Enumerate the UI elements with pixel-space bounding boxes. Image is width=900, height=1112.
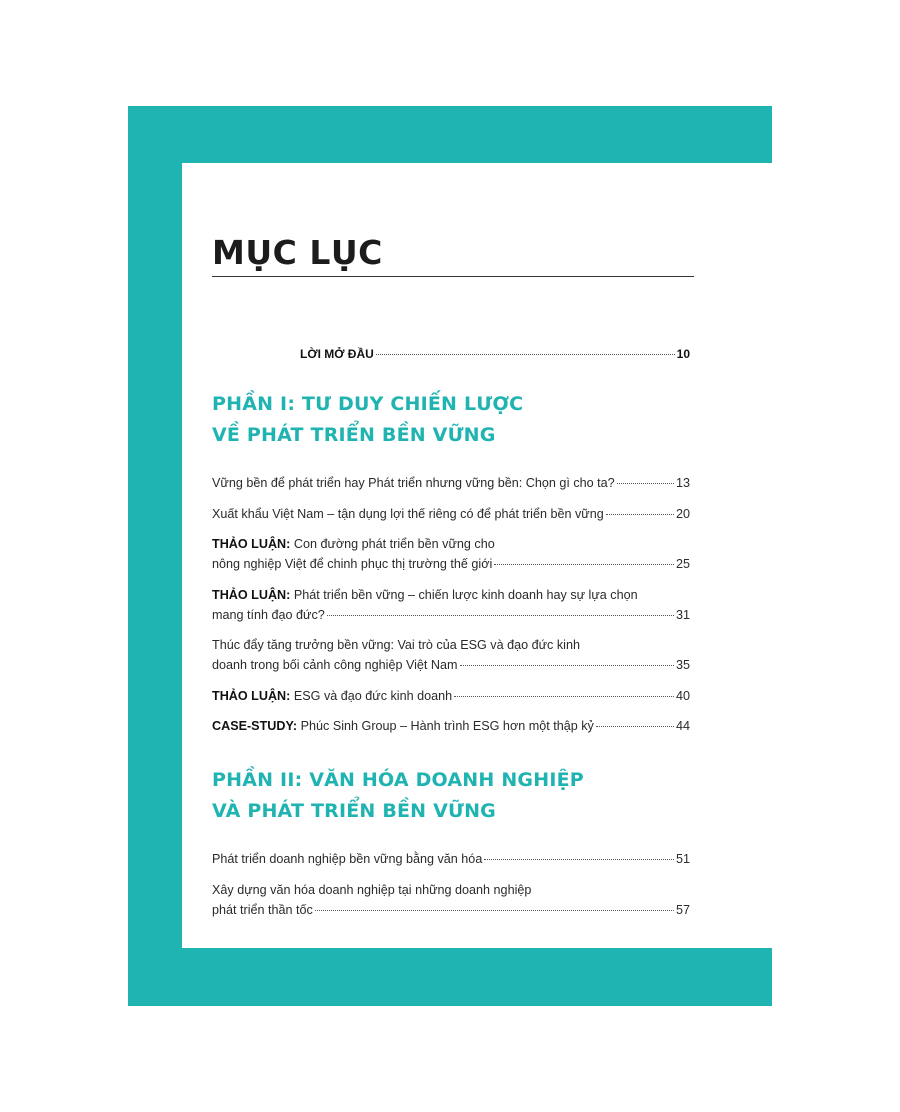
- part-title-line: VÀ PHÁT TRIỂN BỀN VỮNG: [212, 800, 496, 822]
- toc-page: [182, 163, 772, 948]
- dot-leader: [606, 514, 674, 515]
- toc-entry-text: Vững bền để phát triển hay Phát triển nhưng vững bền: Chọn gì cho ta?: [212, 476, 615, 490]
- toc-entry-text: Thúc đẩy tăng trưởng bền vững: Vai trò của ESG và đạo đức kinh: [212, 638, 580, 652]
- toc-entry-preface[interactable]: [300, 344, 690, 364]
- toc-entry-prefix: THẢO LUẬN:: [212, 689, 291, 703]
- toc-entry-text: Phát triển doanh nghiệp bền vững bằng văn hóa: [212, 852, 483, 866]
- dot-leader: [596, 726, 674, 727]
- toc-entry-label: LỜI MỞ ĐẦU: [300, 347, 374, 361]
- dot-leader: [315, 910, 674, 911]
- toc-page-number: 44: [675, 719, 690, 733]
- toc-page-number: 35: [675, 658, 690, 672]
- toc-entry-text: Phát triển bền vững – chiến lược kinh doanh hay sự lựa chọn: [293, 588, 638, 602]
- page-title: MỤC LỤC: [212, 233, 383, 272]
- toc-entry-text: Xuất khẩu Việt Nam – tận dụng lợi thế riêng có để phát triển bền vững: [212, 507, 604, 521]
- toc-entry[interactable]: [212, 635, 690, 675]
- toc-page-number: 51: [675, 852, 690, 866]
- toc-entry[interactable]: [212, 585, 690, 625]
- dot-leader: [484, 859, 674, 860]
- part-title-line: PHẦN I: TƯ DUY CHIẾN LƯỢC: [212, 393, 524, 415]
- toc-entry-text: doanh trong bối cảnh công nghiệp Việt Nam: [212, 658, 458, 672]
- dot-leader: [617, 483, 674, 484]
- part-title-2: [212, 765, 584, 827]
- toc-entry[interactable]: [212, 534, 690, 574]
- part-title-line: PHẦN II: VĂN HÓA DOANH NGHIỆP: [212, 769, 584, 791]
- toc-page-number: 13: [675, 476, 690, 490]
- toc-entry-prefix: THẢO LUẬN:: [212, 588, 291, 602]
- toc-entry-text: Phúc Sinh Group – Hành trình ESG hơn một thập kỷ: [300, 719, 594, 733]
- toc-entry-prefix: THẢO LUẬN:: [212, 537, 291, 551]
- dot-leader: [494, 564, 674, 565]
- toc-entry[interactable]: [212, 473, 690, 493]
- dot-leader: [460, 665, 674, 666]
- toc-page-number: 31: [675, 608, 690, 622]
- toc-entry[interactable]: [212, 849, 690, 869]
- toc-page-number: 10: [676, 347, 690, 361]
- toc-entry-text: Xây dựng văn hóa doanh nghiệp tại những doanh nghiệp: [212, 883, 532, 897]
- toc-entry-text: phát triển thần tốc: [212, 903, 313, 917]
- toc-entry-prefix: CASE-STUDY:: [212, 719, 298, 733]
- toc-entry-text: Con đường phát triển bền vững cho: [293, 537, 495, 551]
- part-title-line: VỀ PHÁT TRIỂN BỀN VỮNG: [212, 424, 496, 446]
- toc-entry[interactable]: [212, 716, 690, 736]
- toc-entry[interactable]: [212, 880, 690, 920]
- dot-leader: [454, 696, 674, 697]
- toc-entry-text: nông nghiệp Việt để chinh phục thị trường thế giới: [212, 557, 493, 571]
- toc-entry[interactable]: [212, 686, 690, 706]
- toc-page-number: 20: [675, 507, 690, 521]
- dot-leader: [376, 354, 675, 355]
- dot-leader: [327, 615, 674, 616]
- toc-entry[interactable]: [212, 504, 690, 524]
- toc-entry-text: ESG và đạo đức kinh doanh: [293, 689, 453, 703]
- toc-page-number: 25: [675, 557, 690, 571]
- title-divider: [212, 276, 694, 277]
- toc-page-number: 40: [675, 689, 690, 703]
- toc-entry-text: mang tính đạo đức?: [212, 608, 325, 622]
- part-title-1: [212, 389, 523, 451]
- toc-page-number: 57: [675, 903, 690, 917]
